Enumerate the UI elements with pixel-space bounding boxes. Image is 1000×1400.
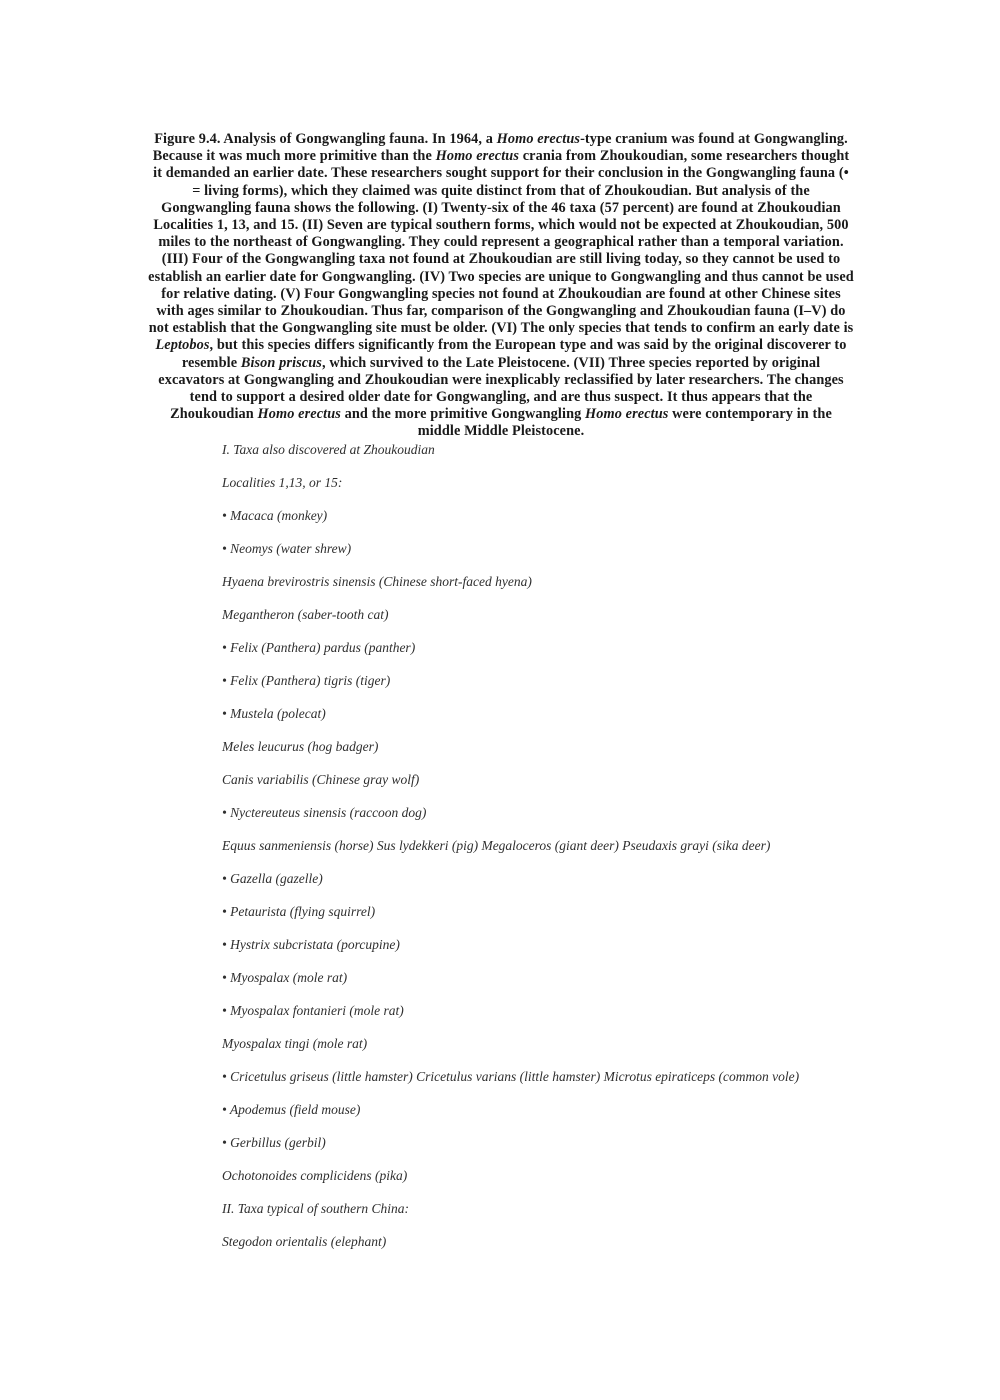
caption-italic-term: Homo erectus [585,406,669,423]
taxa-list-item: Ochotonoides complicidens (pika) [222,1168,408,1183]
taxa-list-item: • Gazella (gazelle) [222,871,323,886]
taxa-list-item: • Gerbillus (gerbil) [222,1135,326,1150]
taxa-list-item: • Macaca (monkey) [222,508,328,523]
taxa-list-item: • Felix (Panthera) pardus (panther) [222,640,416,655]
taxa-list-item: • Neomys (water shrew) [222,541,352,556]
taxa-list-item: Localities 1,13, or 15: [222,475,343,490]
taxa-list-item: Hyaena brevirostris sinensis (Chinese short-faced hyena) [222,574,532,589]
taxa-list-item: I. Taxa also discovered at Zhoukoudian [222,442,435,457]
taxa-list-item: Myospalax tingi (mole rat) [222,1036,368,1051]
caption-text-run: , but this species differs significantly from the European type and was said by the original discoverer to resemble [181,337,847,371]
taxa-list-item: Equus sanmeniensis (horse) Sus lydekkeri (pig) Megaloceros (giant deer) Pseudaxis grayi (sika deer) [222,838,771,853]
taxa-list-item: Stegodon orientalis (elephant) [222,1234,387,1249]
taxa-list-item: • Mustela (polecat) [222,706,326,721]
taxa-list-item: • Nyctereuteus sinensis (raccoon dog) [222,805,427,820]
caption-italic-term: Leptobos [155,337,210,354]
taxa-list-item: Megantheron (saber-tooth cat) [222,607,389,622]
taxa-list-item: • Cricetulus griseus (little hamster) Cricetulus varians (little hamster) Microtus epiraticeps (common vole) [222,1069,800,1084]
caption-text-run: crania from Zhoukoudian, some researchers thought it demanded an earlier date. These researchers sought support for their conclusion in the Gongwangling fauna (• = living forms), which they claimed was quite distinct from that of Zhoukoudian. But analysis of the Gongwangling fauna shows the following. (I) Twenty-six of the 46 taxa (57 percent) are found at Zhoukoudian Localities 1, 13, and 15. (II) Seven are typical southern forms, which would not be expected at Zhoukoudian, 500 miles to the northeast of Gongwangling. They could represent a geographical rather than a temporal variation. (III) Four of the Gongwangling taxa not found at Zhoukoudian are still living today, so they cannot be used to establish an earlier date for Gongwangling. (IV) Two species are unique to Gongwangling and thus cannot be used for relative dating. (V) Four Gongwangling species not found at Zhoukoudian are found at other Chinese sites with ages similar to Zhoukoudian. Thus far, comparison of the Gongwangling and Zhoukoudian fauna (I–V) do not establish that the Gongwangling site must be older. (VI) The only species that tends to confirm an early date is [148,148,854,337]
taxa-list-item: • Apodemus (field mouse) [222,1102,361,1117]
figure-caption [148,131,854,441]
taxa-list-item: • Myospalax (mole rat) [222,970,348,985]
caption-text-run: were contemporary in the middle Middle Pleistocene. [417,406,832,440]
taxa-list-item: Meles leucurus (hog badger) [222,739,379,754]
taxa-list-item: II. Taxa typical of southern China: [222,1201,409,1216]
caption-italic-term: Homo erectus [435,148,520,165]
caption-italic-term: Homo erectus [496,131,581,147]
caption-text-run: and the more primitive Gongwangling [340,406,586,423]
taxa-list-item: • Felix (Panthera) tigris (tiger) [222,673,391,688]
taxa-list-item: Canis variabilis (Chinese gray wolf) [222,772,420,787]
taxa-list-item: • Petaurista (flying squirrel) [222,904,376,919]
taxa-list-item: • Hystrix subcristata (porcupine) [222,937,400,952]
caption-text-run: -type cranium was found at Gongwangling. Because it was much more primitive than the [152,131,848,165]
caption-text-run: , which survived to the Late Pleistocene. (VII) Three species reported by original excavators at Gongwangling and Zhoukoudian were inexplicably reclassified by later researchers. The changes tend to support a desired older date for Gongwangling, and are thus suspect. It thus appears that the Zhoukoudian [158,354,844,423]
taxa-list-item: • Myospalax fontanieri (mole rat) [222,1003,404,1018]
caption-italic-term: Homo erectus [257,406,341,423]
caption-italic-term: Bison priscus [240,354,322,371]
caption-text-run: Figure 9.4. Analysis of Gongwangling fauna. In 1964, a [154,131,497,147]
taxa-list [222,441,862,1266]
